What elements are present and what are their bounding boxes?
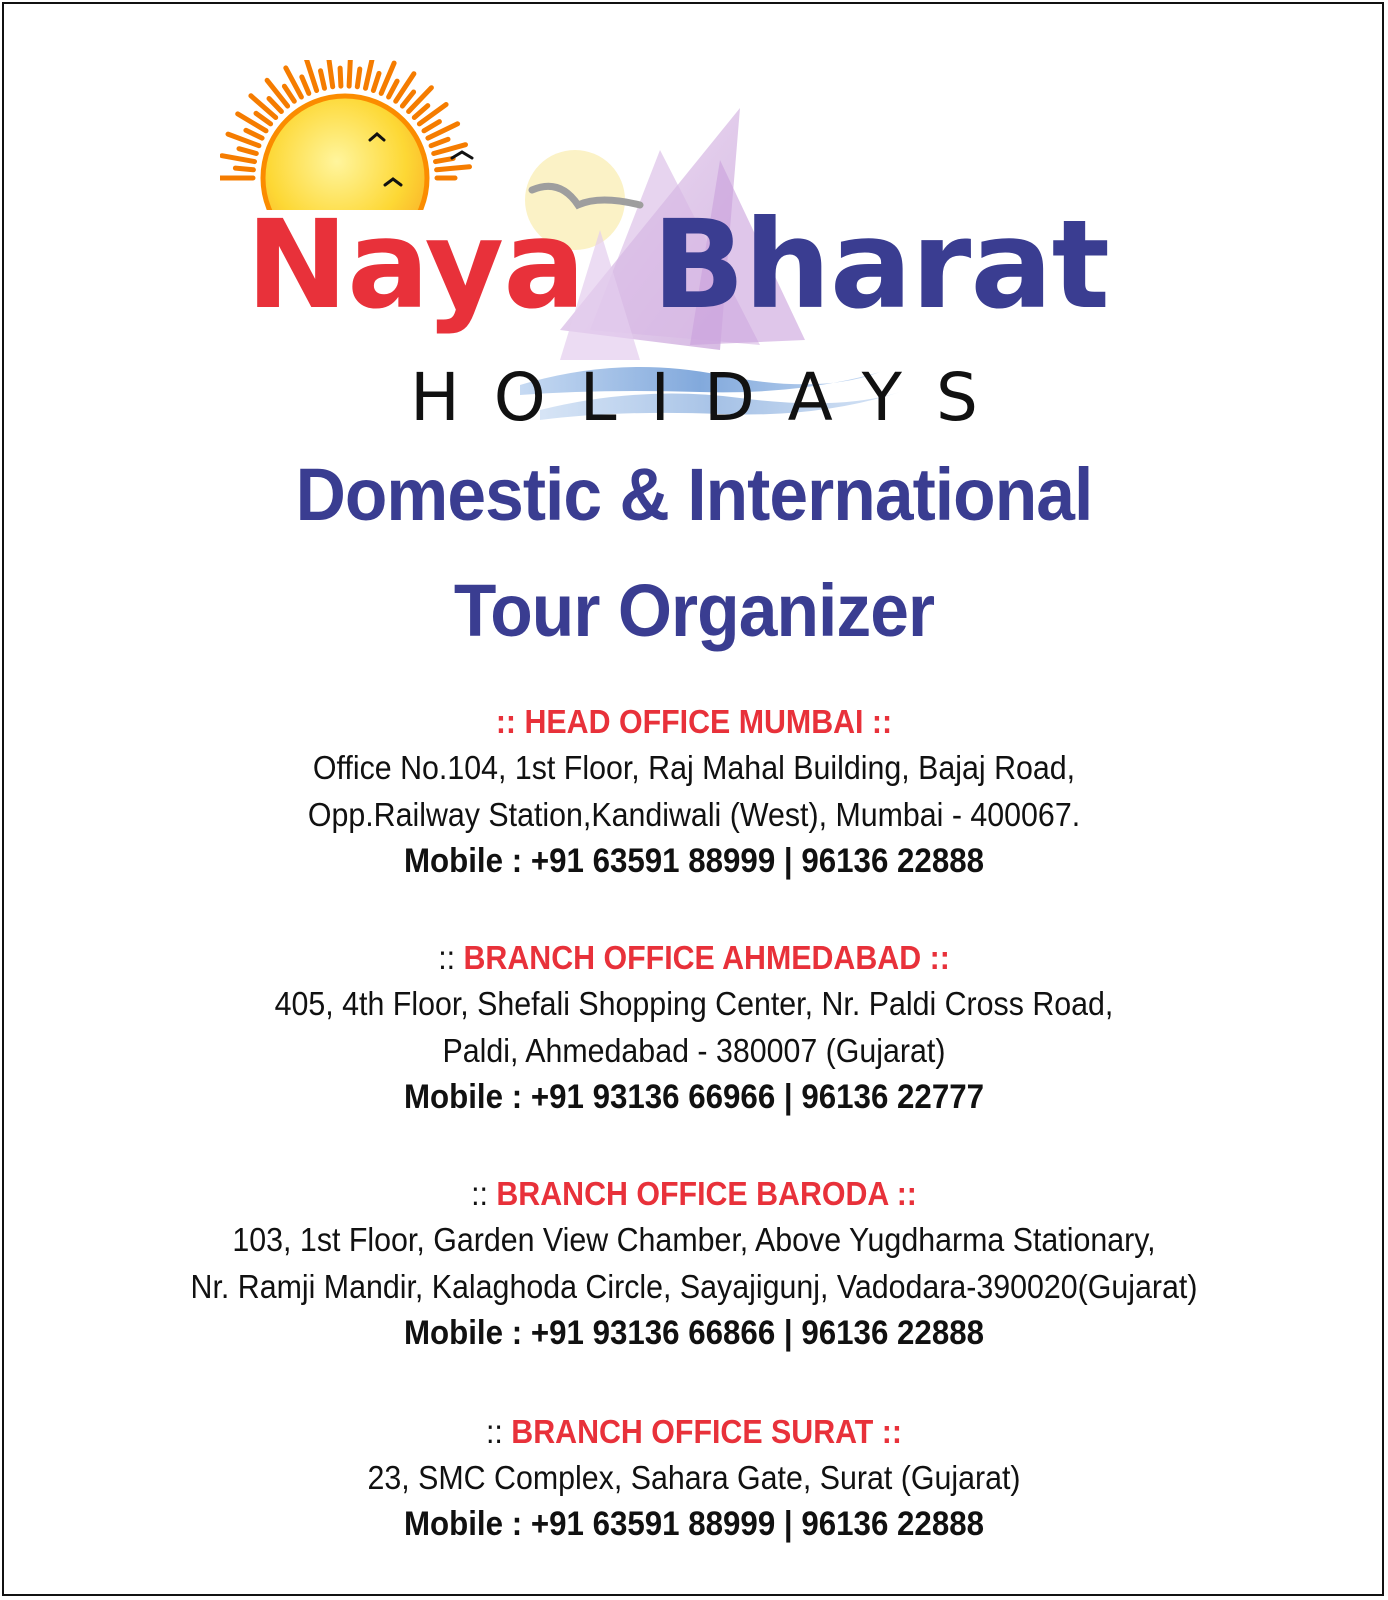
office-mobile: Mobile : +91 93136 66866 | 96136 22888 xyxy=(403,1314,985,1352)
sun-ray xyxy=(366,56,373,88)
sun-ray xyxy=(321,71,325,89)
office-heading xyxy=(56,1172,1333,1216)
heading-prefix: :: xyxy=(485,1413,503,1450)
office-heading xyxy=(56,700,1333,744)
tagline-line-1: Domestic & International xyxy=(295,453,1093,536)
office-baroda xyxy=(0,1172,1388,1357)
office-address-line-1: 23, SMC Complex, Sahara Gate, Surat (Gujarat) xyxy=(367,1459,1021,1496)
sun-ray xyxy=(349,53,351,86)
heading-title: BRANCH OFFICE SURAT xyxy=(511,1413,874,1450)
heading-prefix: :: xyxy=(495,703,517,740)
sun-ray xyxy=(357,69,360,87)
heading-suffix: :: xyxy=(896,1175,917,1212)
heading-title: HEAD OFFICE MUMBAI xyxy=(524,703,864,740)
brand-logo xyxy=(0,0,1388,450)
heading-suffix: :: xyxy=(871,703,893,740)
tagline-line-2: Tour Organizer xyxy=(453,569,935,652)
sun-ray xyxy=(222,156,255,162)
office-mobile: Mobile : +91 63591 88999 | 96136 22888 xyxy=(403,1505,985,1543)
heading-title: BRANCH OFFICE BARODA xyxy=(496,1175,889,1212)
heading-suffix: :: xyxy=(929,939,950,976)
sun-ray xyxy=(256,113,271,124)
sun-ray xyxy=(431,139,448,145)
office-address-line-2: Opp.Railway Station,Kandiwali (West), Mumbai - 400067. xyxy=(307,796,1081,833)
sun-ray xyxy=(269,99,281,112)
sun-ray xyxy=(340,68,341,86)
sun-ray xyxy=(373,73,379,90)
sun-ray xyxy=(389,81,398,97)
sun-ray xyxy=(239,149,256,154)
sun-ray xyxy=(246,130,262,138)
office-address-line-2: Paldi, Ahmedabad - 380007 (Gujarat) xyxy=(442,1032,946,1069)
office-ahmedabad xyxy=(0,936,1388,1121)
office-mobile: Mobile : +91 63591 88999 | 96136 22888 xyxy=(403,842,985,880)
sun-ray xyxy=(284,86,294,101)
office-heading xyxy=(56,1410,1333,1454)
heading-prefix: :: xyxy=(438,939,456,976)
office-surat xyxy=(0,1410,1388,1548)
sun-ray xyxy=(436,158,454,161)
office-mobile: Mobile : +91 93136 66966 | 96136 22777 xyxy=(403,1078,985,1116)
office-address-line-1: 405, 4th Floor, Shefali Shopping Center, Nr. Paldi Cross Road, xyxy=(274,985,1114,1022)
office-heading xyxy=(56,936,1333,980)
sun-ray xyxy=(424,122,439,131)
sun-ray xyxy=(402,92,413,106)
office-mumbai xyxy=(0,700,1388,885)
brand-name-naya: Naya xyxy=(246,194,585,336)
sun-ray xyxy=(437,167,470,170)
sun-ray xyxy=(235,168,253,170)
heading-prefix: :: xyxy=(471,1175,488,1212)
brand-name-bharat: Bharat xyxy=(652,194,1109,336)
heading-suffix: :: xyxy=(881,1413,903,1450)
sun-ray xyxy=(302,77,309,94)
heading-title: BRANCH OFFICE AHMEDABAD xyxy=(463,939,922,976)
office-address-line-1: 103, 1st Floor, Garden View Chamber, Above Yugdharma Stationary, xyxy=(232,1221,1156,1258)
sun-ray xyxy=(328,54,333,87)
office-address-line-1: Office No.104, 1st Floor, Raj Mahal Building, Bajaj Road, xyxy=(312,749,1076,786)
office-address-line-2: Nr. Ramji Mandir, Kalaghoda Circle, Sayajigunj, Vadodara-390020(Gujarat) xyxy=(190,1268,1198,1305)
sun-ray xyxy=(414,106,428,118)
brand-subtitle: HOLIDAYS xyxy=(410,359,1012,436)
